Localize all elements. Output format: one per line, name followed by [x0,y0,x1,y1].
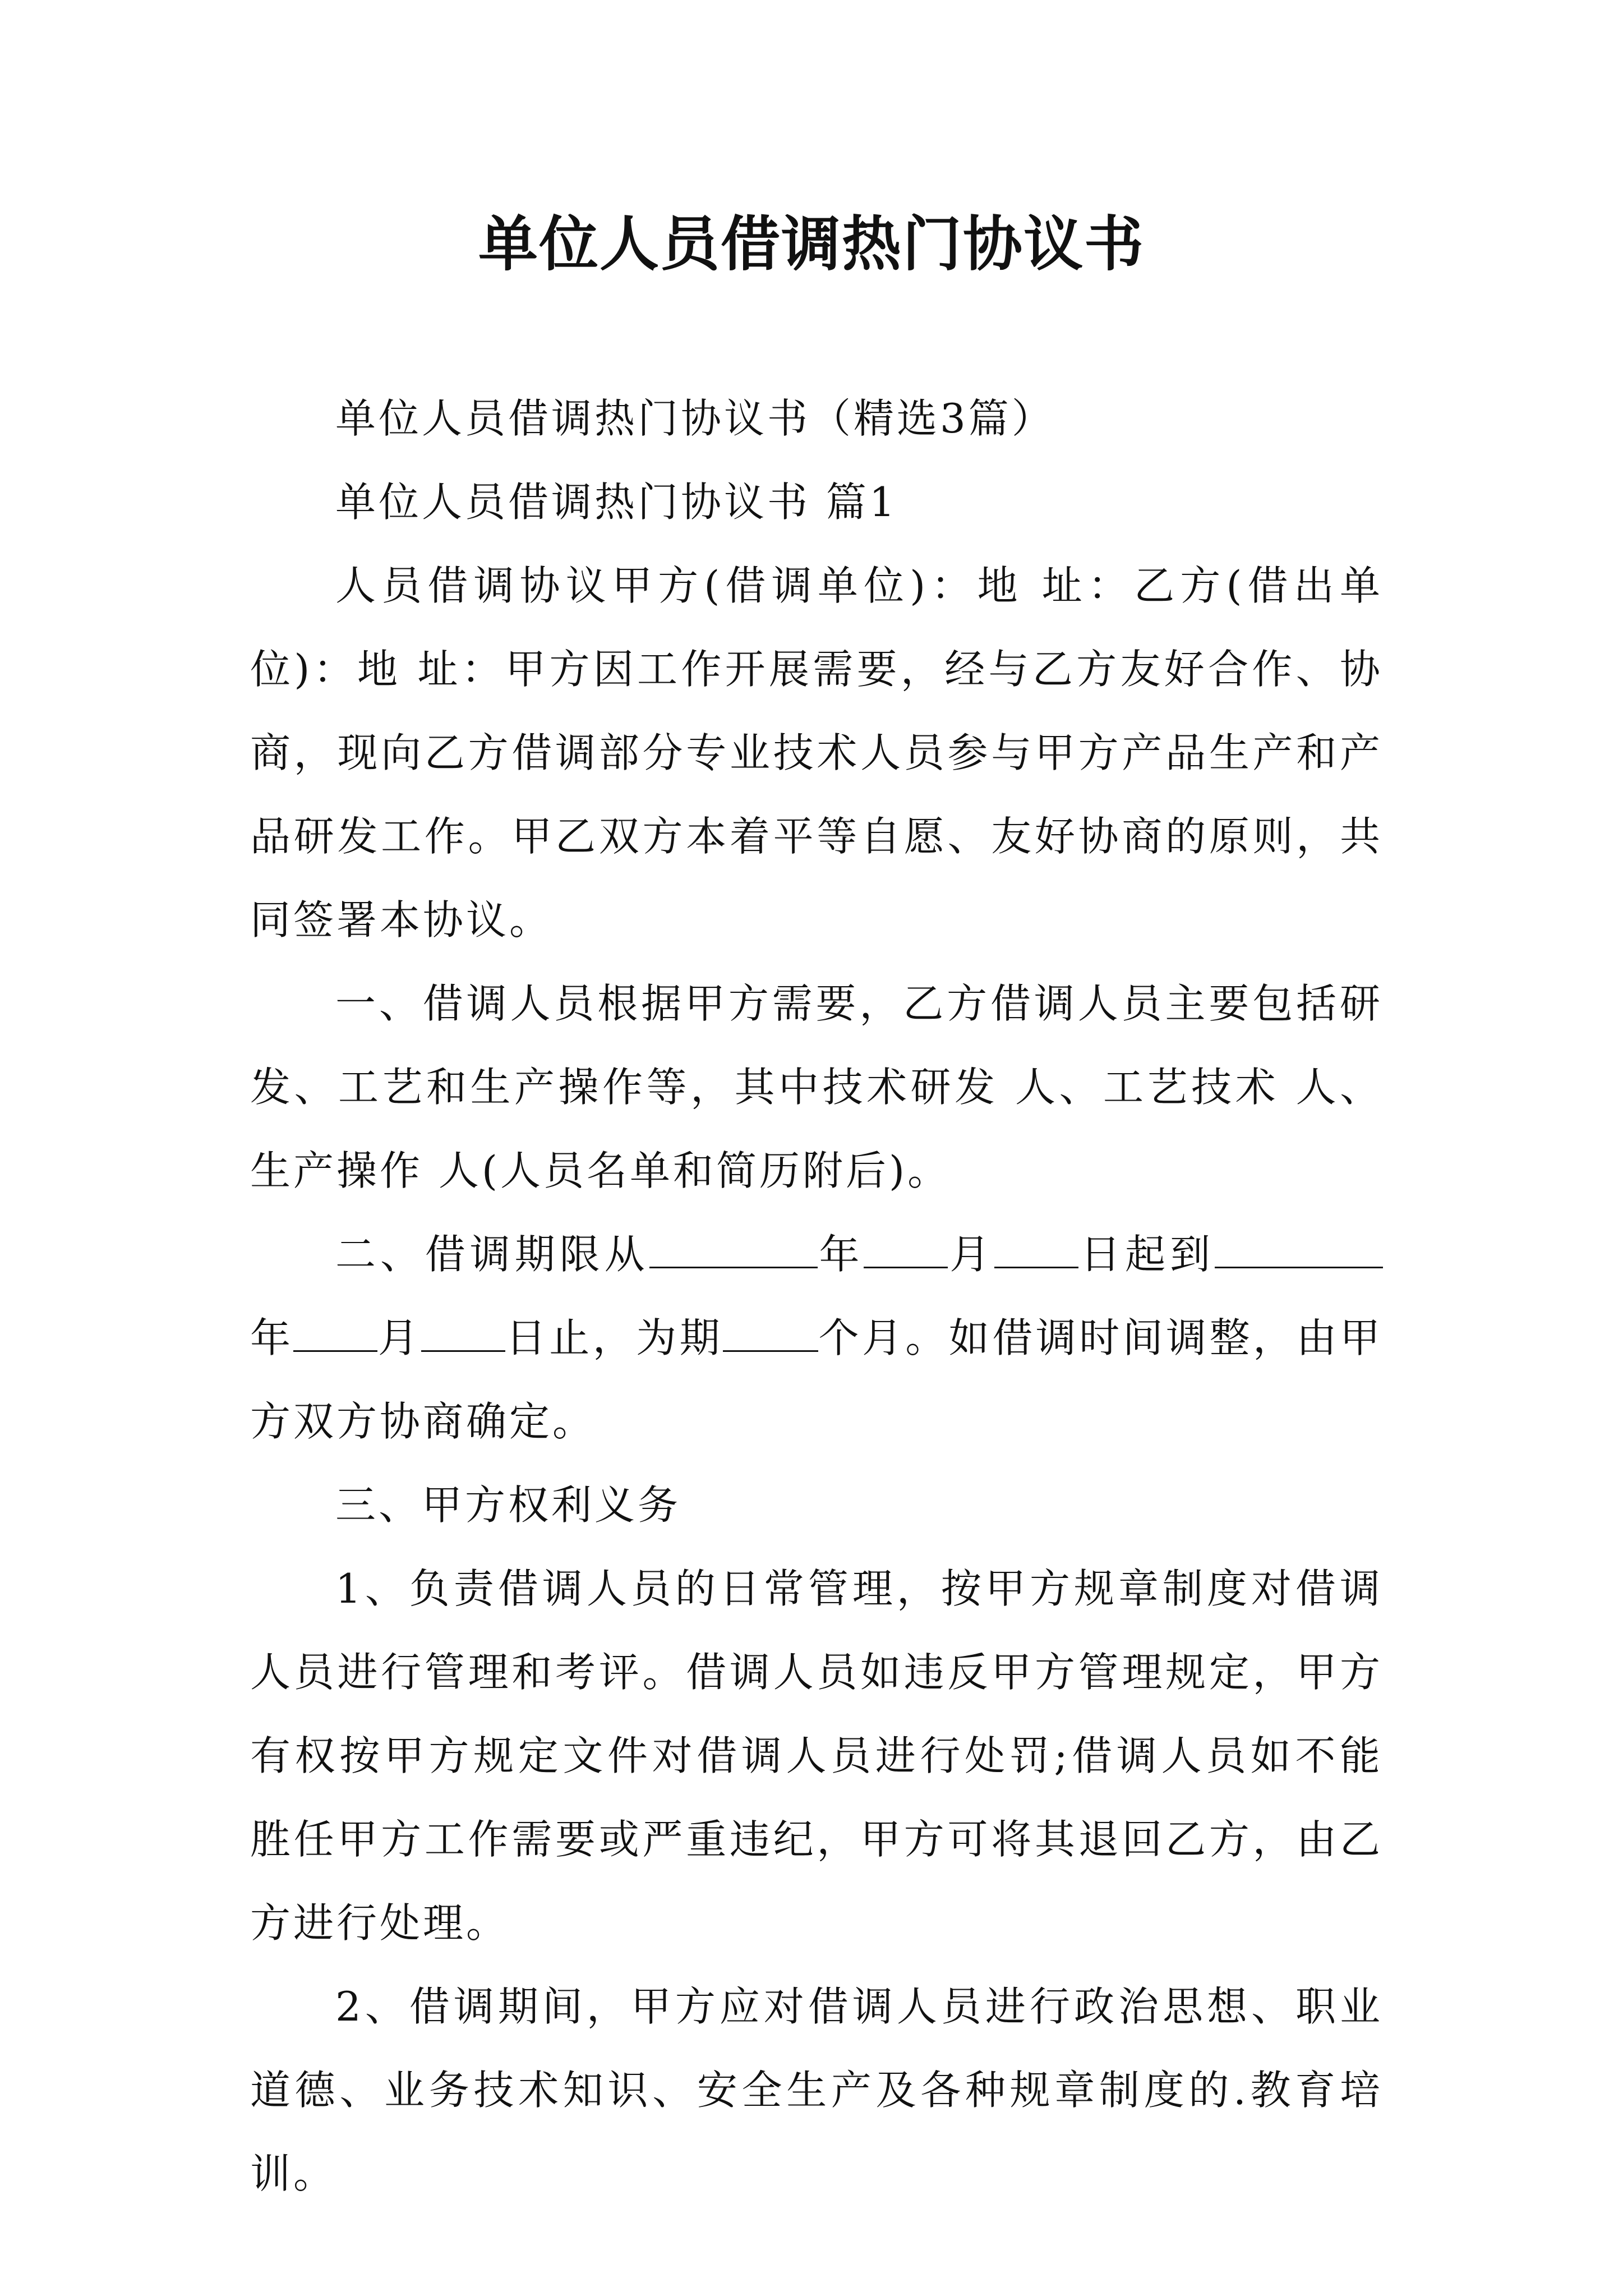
subtitle-paragraph: 单位人员借调热门协议书（精选3篇） [335,395,1055,442]
clause-2-text: 月 [948,1231,995,1278]
clause-3-item-1: 1、负责借调人员的日常管理，按甲方规章制度对借调人员进行管理和考评。借调人员如违反甲方管理规定，甲方有权按甲方规定文件对借调人员进行处罚;借调人员如不能胜任甲方工作需要或严重违纪，甲方可将其退回乙方，由乙方进行处理。 [250,1565,1383,1947]
clause-3-heading: 三、甲方权利义务 [335,1481,681,1529]
clause-3-item-2: 2、借调期间，甲方应对借调人员进行政治思想、职业道德、业务技术知识、安全生产及各种规章制度的.教育培训。 [250,1983,1383,2197]
blank-start-year [649,1233,818,1268]
blank-start-month [864,1233,948,1268]
clause-2-text: 二、借调期限从 [335,1231,649,1278]
section-heading: 单位人员借调热门协议书 篇1 [335,478,898,526]
blank-end-month [293,1317,377,1352]
blank-duration-months [723,1317,818,1352]
intro-paragraph: 人员借调协议甲方(借调单位)：地 址：乙方(借出单位)：地 址：甲方因工作开展需要，经与乙方友好合作、协商，现向乙方借调部分专业技术人员参与甲方产品生产和产品研发工作。甲乙双方本着平等自愿、友好协商的原则，共同签署本协议。 [250,562,1383,944]
clause-2-text: 年 [817,1231,864,1278]
clause-2-text: 月 [377,1314,422,1361]
clause-1-paragraph: 一、借调人员根据甲方需要，乙方借调人员主要包括研发、工艺和生产操作等，其中技术研发 人、工艺技术 人、生产操作 人(人员名单和简历附后)。 [250,980,1383,1194]
document-title: 单位人员借调热门协议书 [478,209,1145,279]
clause-2-text: 日起到 [1078,1231,1215,1278]
clause-2-text: 日止，为期 [505,1314,723,1361]
blank-end-year [1215,1233,1383,1268]
clause-2-text: 年 [250,1314,294,1361]
clause-2-text: 个月。如借调时间调整，由甲方双方协商确定。 [250,1314,1383,1445]
document-body [250,377,1383,2216]
blank-end-day [421,1317,505,1352]
blank-start-day [994,1233,1078,1268]
clause-2-paragraph [250,1213,1383,1464]
